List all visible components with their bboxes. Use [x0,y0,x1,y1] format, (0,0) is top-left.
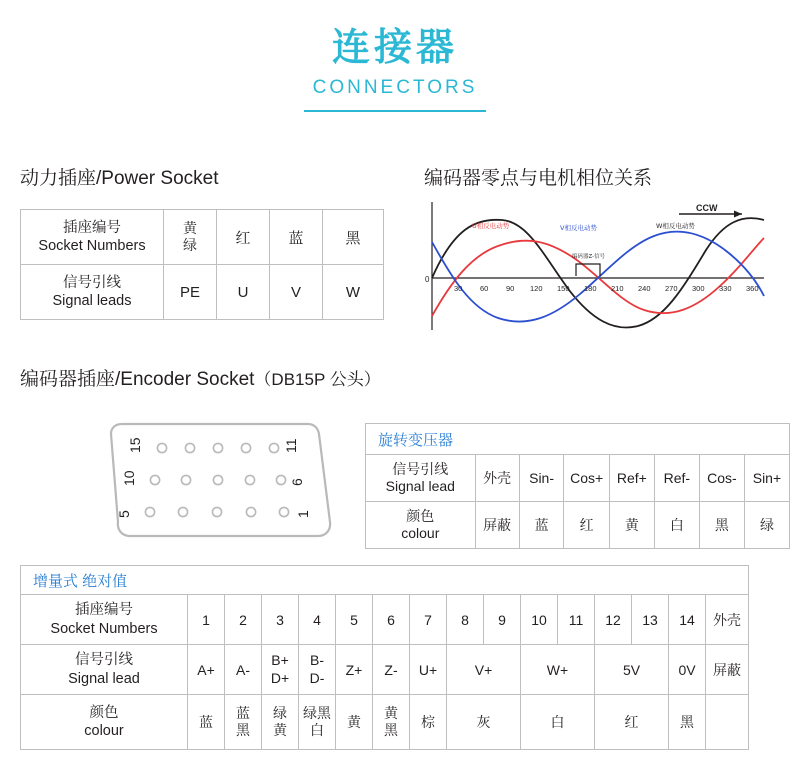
x-tick: 60 [480,284,489,293]
incremental-colour-3-bottom: 黄 [273,722,287,738]
incremental-colour-7: 棕 [410,695,447,750]
db15-num-6: 6 [289,478,305,486]
incremental-colour-6-top: 黄 [384,704,398,721]
label-en: colour [84,723,124,739]
label-cn: 信号引线 [392,460,449,477]
table-row [21,645,749,695]
resolver-signal-3: Cos+ [564,455,609,502]
incremental-colour-3 [262,695,299,750]
label-en: colour [401,525,440,541]
db15-num-11: 11 [283,438,299,453]
incremental-number-4: 4 [299,595,336,645]
power-socket-row-label-numbers [21,210,164,265]
table-row [366,424,790,455]
resolver-row-label-signal [366,455,476,502]
incremental-colour-2 [225,695,262,750]
incremental-signal-8-9: V+ [447,645,521,695]
x-tick: 150 [557,284,570,293]
incremental-number-6: 6 [373,595,410,645]
incremental-signal-3 [262,645,299,695]
db15-num-10: 10 [121,470,137,486]
v-phase-label: V相反电动势 [560,224,597,232]
power-socket-lead-2: U [217,265,270,320]
db15-num-5: 5 [116,510,132,518]
incremental-absolute-table [20,565,749,750]
incremental-signal-2: A- [225,645,262,695]
incremental-colour-2-bottom: 黑 [236,722,250,738]
incremental-number-7: 7 [410,595,447,645]
origin-label: 0 [425,275,430,284]
incremental-number-shell: 外壳 [706,595,749,645]
incremental-number-14: 14 [669,595,706,645]
resolver-signal-5: Ref- [654,455,699,502]
x-tick: 270 [665,284,678,293]
resolver-colour-7: 绿 [744,502,789,549]
ccw-label: CCW [696,203,718,213]
table-row [21,595,749,645]
resolver-colour-2: 蓝 [519,502,564,549]
encoder-socket-heading [20,364,381,391]
table-row [21,566,749,595]
incremental-colour-12-13: 红 [595,695,669,750]
x-tick: 210 [611,284,624,293]
label-cn: 颜色 [89,704,119,721]
ccw-arrow-head [734,211,742,218]
incremental-signal-14: 0V [669,645,706,695]
u-phase-label: U相反电动势 [472,222,510,230]
label-cn: 信号引线 [63,274,121,291]
resolver-colour-1: 屏蔽 [475,502,519,549]
z-signal-label: 编码器Z-信号 [572,254,606,260]
incremental-signal-12-13: 5V [595,645,669,695]
incremental-colour-shell [706,695,749,750]
incremental-number-8: 8 [447,595,484,645]
power-socket-number-1: 黄 绿 [164,210,217,265]
incremental-colour-2-top: 蓝 [236,704,250,721]
x-tick: 360 [746,284,759,293]
incremental-number-2: 2 [225,595,262,645]
resolver-signal-2: Sin- [519,455,564,502]
power-socket-lead-4: W [323,265,384,320]
db15-num-1: 1 [295,510,311,518]
incremental-signal-shell: 屏蔽 [706,645,749,695]
incremental-colour-3-top: 绿 [273,704,287,721]
page-header [0,26,790,112]
incremental-signal-7: U+ [410,645,447,695]
label-en: Signal leads [52,293,132,309]
table-row [21,210,384,265]
power-socket-lead-3: V [270,265,323,320]
resolver-signal-4: Ref+ [609,455,654,502]
power-socket-number-3: 蓝 [270,210,323,265]
incremental-colour-10-11: 白 [521,695,595,750]
incremental-number-9: 9 [484,595,521,645]
page-subtitle: CONNECTORS [312,77,478,98]
label-cn: 信号引线 [75,652,133,669]
incremental-colour-1: 蓝 [188,695,225,750]
db15-svg [100,418,340,543]
x-tick: 120 [530,284,543,293]
page-title: 连接器 [331,27,458,69]
label-cn: 插座编号 [63,219,121,236]
label-cn: 颜色 [406,507,435,524]
db15-connector-figure [100,418,340,543]
x-tick: 180 [584,284,597,293]
incremental-number-1: 1 [188,595,225,645]
incremental-signal-3-top: B+ [271,652,289,668]
incremental-colour-4-bottom: 白 [310,722,324,738]
incremental-signal-4-top: B- [310,652,324,668]
resolver-colour-4: 黄 [609,502,654,549]
label-en: Signal lead [68,670,140,687]
table-row [366,502,790,549]
incremental-colour-6 [373,695,410,750]
encoder-socket-heading-main: 编码器插座/Encoder Socket [20,369,255,390]
incremental-number-5: 5 [336,595,373,645]
incremental-colour-4-top: 绿黑 [303,704,331,721]
encoder-phase-heading: 编码器零点与电机相位关系 [424,168,653,189]
incremental-row-label-colour [21,695,188,750]
power-socket-lead-1: PE [164,265,217,320]
resolver-table [365,423,790,549]
incremental-signal-5: Z+ [336,645,373,695]
incremental-colour-4 [299,695,336,750]
incremental-row-label-signal [21,645,188,695]
resolver-signal-7: Sin+ [744,455,789,502]
x-tick: 330 [719,284,732,293]
resolver-table-title: 旋转变压器 [366,424,790,455]
incremental-signal-4 [299,645,336,695]
incremental-colour-6-bottom: 黑 [384,722,398,738]
incremental-signal-4-bottom: D- [309,669,325,686]
label-en: Socket Numbers [50,620,158,637]
incremental-row-label-numbers [21,595,188,645]
encoder-socket-heading-suffix: （DB15P 公头） [254,370,381,389]
incremental-signal-3-bottom: D+ [270,669,290,686]
w-phase-label: W相反电动势 [656,222,695,230]
resolver-signal-6: Cos- [699,455,744,502]
power-socket-number-2: 红 [217,210,270,265]
power-socket-heading: 动力插座/Power Socket [20,168,219,189]
back-emf-waveform-figure [424,198,770,338]
resolver-colour-3: 红 [564,502,609,549]
incremental-number-13: 13 [632,595,669,645]
resolver-row-label-colour [366,502,476,549]
incremental-colour-14: 黑 [669,695,706,750]
incremental-colour-8-9: 灰 [447,695,521,750]
label-en: Signal lead [385,478,455,494]
incremental-colour-5: 黄 [336,695,373,750]
label-cn: 插座编号 [75,602,133,619]
table-row [21,265,384,320]
x-tick: 240 [638,284,651,293]
x-tick: 90 [506,284,515,293]
incremental-table-title: 增量式 绝对值 [21,566,749,595]
table-row [21,695,749,750]
resolver-colour-5: 白 [654,502,699,549]
w-phase-curve [432,218,764,327]
incremental-signal-10-11: W+ [521,645,595,695]
header-divider [304,110,486,112]
power-socket-number-4: 黑 [323,210,384,265]
db15-num-15: 15 [127,437,143,453]
incremental-number-11: 11 [558,595,595,645]
power-socket-row-label-leads [21,265,164,320]
label-en: Socket Numbers [38,238,146,254]
incremental-number-3: 3 [262,595,299,645]
resolver-colour-6: 黑 [699,502,744,549]
x-tick: 300 [692,284,705,293]
resolver-signal-1: 外壳 [475,455,519,502]
incremental-signal-6: Z- [373,645,410,695]
incremental-signal-1: A+ [188,645,225,695]
waveform-svg [424,198,770,338]
x-tick: 30 [454,284,463,293]
incremental-number-12: 12 [595,595,632,645]
table-row [366,455,790,502]
incremental-number-10: 10 [521,595,558,645]
power-socket-table [20,209,384,320]
